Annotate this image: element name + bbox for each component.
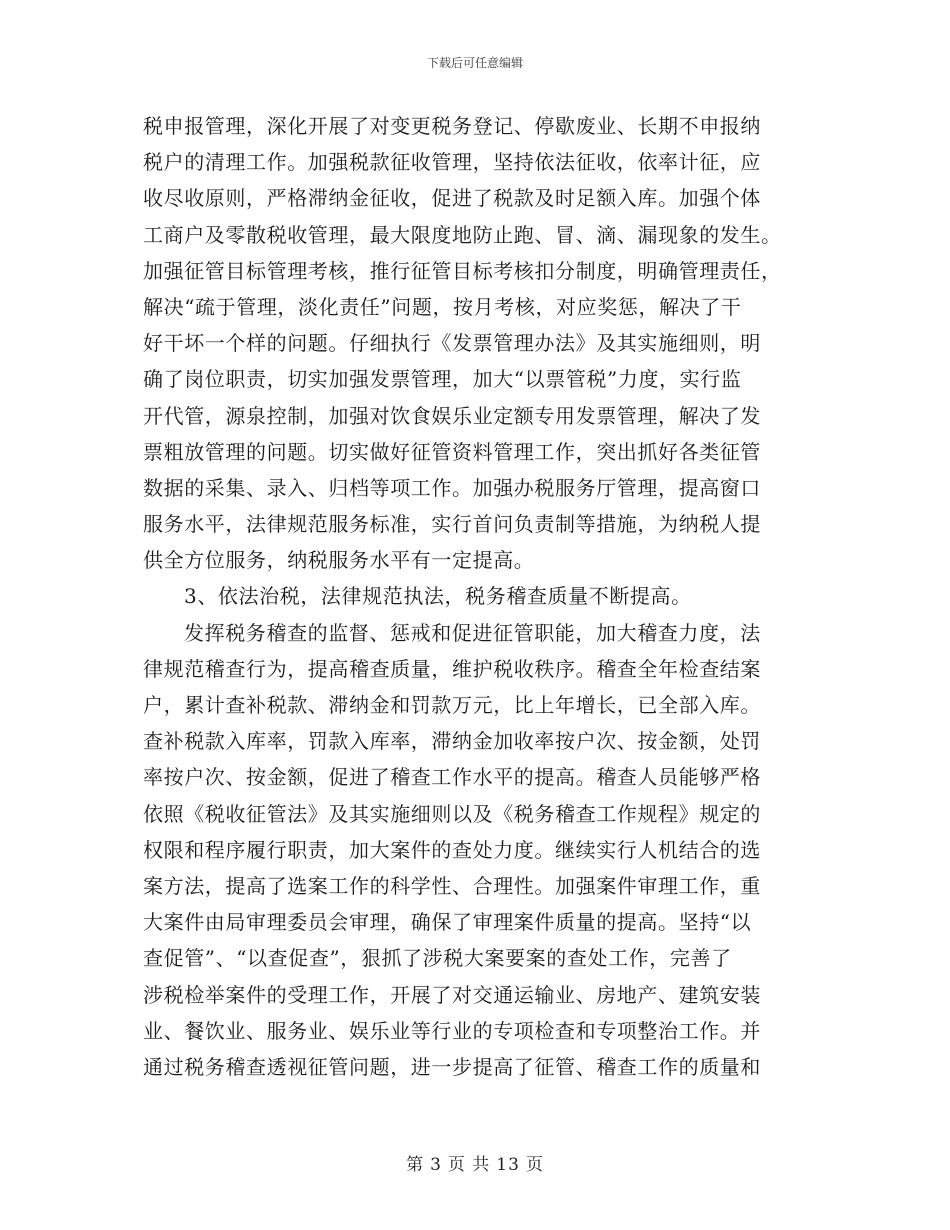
page-number-footer xyxy=(0,1150,950,1175)
text-line: 好干坏一个样的问题。仔细执行《发票管理办法》及其实施细则，明 xyxy=(143,331,761,356)
text-line: 开代管，源泉控制，加强对饮食娱乐业定额专用发票管理，解决了发 xyxy=(143,403,761,428)
text-line: 涉税检举案件的受理工作，开展了对交通运输业、房地产、建筑安装 xyxy=(143,982,761,1007)
text-line: 服务水平，法律规范服务标准，实行首问负责制等措施，为纳税人提 xyxy=(143,512,761,537)
footer-prefix: 第 xyxy=(406,1155,425,1175)
text-line: 税申报管理，深化开展了对变更税务登记、停歇废业、长期不申报纳 xyxy=(143,114,761,138)
text-line: 查补税款入库率，罚款入库率，滞纳金加收率按户次、按金额，处罚 xyxy=(143,729,761,754)
text-line: 业、餐饮业、服务业、娱乐业等行业的专项检查和专项整治工作。并 xyxy=(143,1018,761,1043)
text-line: 大案件由局审理委员会审理，确保了审理案件质量的提高。坚持“以 xyxy=(143,910,752,935)
footer-suffix: 页 xyxy=(525,1155,544,1175)
text-line: 律规范稽查行为，提高稽查质量，维护税收秩序。稽查全年检查结案 xyxy=(143,656,761,681)
text-line: 户，累计查补税款、滞纳金和罚款万元，比上年增长，已全部入库。 xyxy=(143,693,761,717)
text-line: 收尽收原则，严格滞纳金征收，促进了税款及时足额入库。加强个体 xyxy=(143,186,761,211)
text-line: 率按户次、按金额，促进了稽查工作水平的提高。稽查人员能够严格 xyxy=(143,765,761,790)
text-line: 查促管”、“以查促查”，狠抓了涉税大案要案的查处工作，完善了 xyxy=(143,946,732,971)
text-line: 确了岗位职责，切实加强发票管理，加大“以票管税”力度，实行监 xyxy=(143,367,742,392)
text-line: 供全方位服务，纳税服务水平有一定提高。 xyxy=(143,548,535,573)
text-line: 权限和程序履行职责，加大案件的查处力度。继续实行人机结合的选 xyxy=(143,837,761,862)
section-heading: 3、依法治税，法律规范执法，税务稽查质量不断提高。 xyxy=(184,584,692,609)
total-page-count: 13 xyxy=(496,1155,520,1175)
text-line: 数据的采集、录入、归档等项工作。加强办税服务厅管理，提高窗口 xyxy=(143,475,761,500)
text-line: 通过税务稽查透视征管问题，进一步提高了征管、稽查工作的质量和 xyxy=(143,1054,761,1079)
text-line: 税户的清理工作。加强税款征收管理，坚持依法征收，依率计征，应 xyxy=(143,150,761,175)
text-line: 依照《税收征管法》及其实施细则以及《税务稽查工作规程》规定的 xyxy=(143,801,761,826)
text-line: 工商户及零散税收管理，最大限度地防止跑、冒、滴、漏现象的发生。 xyxy=(143,222,782,247)
footer-mid: 页 共 xyxy=(447,1155,491,1175)
page-header-note: 下载后可任意编辑 xyxy=(426,56,523,70)
text-line: 案方法，提高了选案工作的科学性、合理性。加强案件审理工作，重 xyxy=(143,873,761,898)
current-page-number: 3 xyxy=(430,1155,442,1175)
text-line: 加强征管目标管理考核，推行征管目标考核扣分制度，明确管理责任， xyxy=(143,258,782,283)
text-line: 解决“疏于管理，淡化责任”问题，按月考核，对应奖惩，解决了干 xyxy=(143,294,742,319)
text-line: 票粗放管理的问题。切实做好征管资料管理工作，突出抓好各类征管 xyxy=(143,439,761,464)
document-body xyxy=(143,108,807,1085)
paragraph-first-line: 发挥税务稽查的监督、惩戒和促进征管职能，加大稽查力度，法 xyxy=(184,620,761,645)
